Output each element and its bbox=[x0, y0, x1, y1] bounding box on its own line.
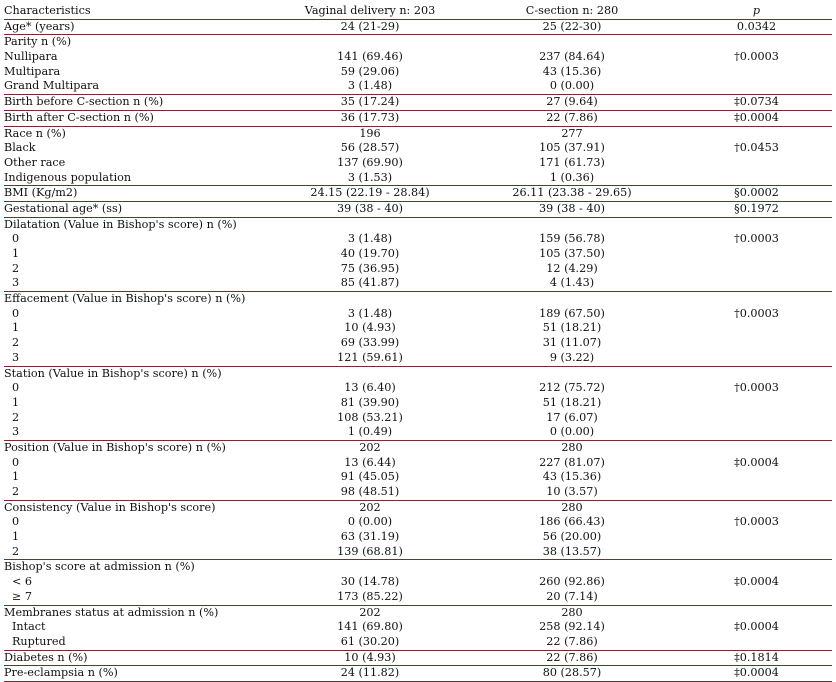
c-section-value bbox=[463, 367, 681, 382]
p-value bbox=[681, 590, 832, 605]
row-label: Other race bbox=[4, 155, 66, 169]
table-row bbox=[4, 485, 832, 500]
c-section-value: 9 (3.22) bbox=[549, 350, 595, 364]
row-label: Nullipara bbox=[4, 50, 58, 64]
row-label: Bishop's score at admission n (%) bbox=[4, 560, 195, 574]
p-value bbox=[681, 396, 832, 411]
row-label: Diabetes n (%) bbox=[4, 650, 88, 664]
table-row bbox=[4, 605, 832, 621]
row-label: 0 bbox=[12, 381, 20, 395]
vaginal-delivery-value: 0 (0.00) bbox=[347, 515, 393, 529]
table-row bbox=[4, 185, 832, 201]
row-label: Age* (years) bbox=[4, 19, 75, 33]
table-row bbox=[4, 620, 832, 635]
p-value bbox=[681, 292, 832, 307]
table-row bbox=[4, 217, 832, 233]
table-row bbox=[4, 201, 832, 217]
p-value: †0.0003 bbox=[734, 50, 779, 64]
vaginal-delivery-value bbox=[277, 35, 463, 50]
table-row bbox=[4, 336, 832, 351]
vaginal-delivery-value: 202 bbox=[359, 440, 381, 454]
p-value bbox=[681, 262, 832, 277]
table-row bbox=[4, 351, 832, 366]
c-section-value: 258 (92.14) bbox=[539, 620, 605, 634]
row-label: 2 bbox=[12, 261, 20, 275]
vaginal-delivery-value: 69 (33.99) bbox=[340, 336, 400, 350]
c-section-value: 26.11 (23.38 - 29.65) bbox=[512, 186, 632, 200]
vaginal-delivery-value: 108 (53.21) bbox=[337, 410, 403, 424]
vaginal-delivery-value: 63 (31.19) bbox=[340, 530, 400, 544]
vaginal-delivery-value: 36 (17.73) bbox=[340, 110, 400, 124]
vaginal-delivery-value: 35 (17.24) bbox=[340, 95, 400, 109]
p-value: †0.0003 bbox=[734, 515, 779, 529]
c-section-value: 20 (7.14) bbox=[546, 589, 598, 603]
table-row bbox=[4, 500, 832, 516]
row-label: 2 bbox=[12, 410, 20, 424]
row-label: 0 bbox=[12, 515, 20, 529]
row-label: Birth after C-section n (%) bbox=[4, 110, 154, 124]
c-section-value: 27 (9.64) bbox=[546, 95, 598, 109]
vaginal-delivery-value: 141 (69.80) bbox=[337, 620, 403, 634]
c-section-value: 105 (37.91) bbox=[539, 141, 605, 155]
table-row bbox=[4, 559, 832, 575]
vaginal-delivery-value: 98 (48.51) bbox=[340, 485, 400, 498]
c-section-value: 31 (11.07) bbox=[542, 336, 602, 350]
p-value bbox=[681, 247, 832, 262]
p-value: †0.0003 bbox=[734, 381, 779, 395]
c-section-value: 105 (37.50) bbox=[539, 247, 605, 260]
row-label: Multipara bbox=[4, 64, 61, 78]
table-row bbox=[4, 19, 832, 35]
p-value bbox=[681, 35, 832, 50]
vaginal-delivery-value: 91 (45.05) bbox=[340, 470, 400, 484]
vaginal-delivery-value: 56 (28.57) bbox=[340, 141, 400, 155]
vaginal-delivery-value: 13 (6.40) bbox=[344, 381, 396, 395]
c-section-value: 212 (75.72) bbox=[539, 381, 605, 395]
p-value bbox=[681, 501, 832, 516]
c-section-value: 280 bbox=[561, 500, 583, 514]
row-label: 1 bbox=[12, 321, 20, 335]
p-value bbox=[681, 545, 832, 560]
c-section-value: 260 (92.86) bbox=[539, 575, 605, 589]
row-label: 3 bbox=[12, 425, 20, 439]
row-label: Pre-eclampsia n (%) bbox=[4, 666, 118, 680]
c-section-value: 38 (13.57) bbox=[542, 544, 602, 558]
table-row bbox=[4, 470, 832, 485]
vaginal-delivery-value: 196 bbox=[359, 126, 381, 140]
table-row bbox=[4, 232, 832, 247]
p-value: ‡0.0004 bbox=[734, 666, 779, 680]
p-value: §0.0002 bbox=[734, 186, 779, 200]
table-row bbox=[4, 650, 832, 666]
vaginal-delivery-value: 141 (69.46) bbox=[337, 50, 403, 64]
table-row bbox=[4, 171, 832, 186]
vaginal-delivery-value: 40 (19.70) bbox=[340, 247, 400, 260]
table-body bbox=[4, 19, 832, 682]
p-value: †0.0003 bbox=[734, 232, 779, 246]
c-section-value: 171 (61.73) bbox=[539, 155, 605, 169]
p-value bbox=[681, 351, 832, 366]
c-section-value: 277 bbox=[561, 126, 583, 140]
row-label: Station (Value in Bishop's score) n (%) bbox=[4, 366, 222, 380]
p-value: §0.1972 bbox=[734, 201, 779, 215]
c-section-value: 12 (4.29) bbox=[546, 261, 598, 275]
table-row bbox=[4, 366, 832, 382]
row-label: Birth before C-section n (%) bbox=[4, 95, 164, 109]
row-label: Effacement (Value in Bishop's score) n (%) bbox=[4, 292, 246, 306]
row-label: 0 bbox=[12, 232, 20, 246]
p-value: ‡0.0734 bbox=[734, 95, 779, 109]
vaginal-delivery-value: 39 (38 - 40) bbox=[337, 201, 403, 215]
p-value bbox=[681, 606, 832, 621]
p-value: †0.0003 bbox=[734, 306, 779, 320]
table-row bbox=[4, 665, 832, 682]
row-label: Position (Value in Bishop's score) n (%) bbox=[4, 440, 226, 454]
table-row bbox=[4, 34, 832, 50]
row-label: Membranes status at admission n (%) bbox=[4, 605, 219, 619]
table-row bbox=[4, 307, 832, 322]
vaginal-delivery-value bbox=[277, 560, 463, 575]
p-value bbox=[681, 441, 832, 456]
row-label: Black bbox=[4, 141, 36, 155]
vaginal-delivery-value: 173 (85.22) bbox=[337, 589, 403, 603]
c-section-value: 10 (3.57) bbox=[546, 485, 598, 498]
row-label: Grand Multipara bbox=[4, 79, 100, 93]
table-row bbox=[4, 425, 832, 440]
c-section-value: 56 (20.00) bbox=[542, 530, 602, 544]
row-label: BMI (Kg/m2) bbox=[4, 186, 78, 200]
table-row bbox=[4, 590, 832, 605]
row-label: 1 bbox=[12, 395, 20, 409]
c-section-value: 25 (22-30) bbox=[542, 19, 602, 33]
vaginal-delivery-value: 61 (30.20) bbox=[340, 634, 400, 648]
table-row bbox=[4, 110, 832, 126]
c-section-value: 43 (15.36) bbox=[542, 64, 602, 78]
vaginal-delivery-value: 13 (6.44) bbox=[344, 455, 396, 469]
vaginal-delivery-value: 81 (39.90) bbox=[340, 395, 400, 409]
c-section-value: 4 (1.43) bbox=[549, 276, 595, 290]
p-value: ‡0.0004 bbox=[734, 110, 779, 124]
row-label: 1 bbox=[12, 247, 20, 260]
table-row bbox=[4, 545, 832, 560]
characteristics-table bbox=[4, 4, 832, 682]
table-row bbox=[4, 141, 832, 156]
table-row bbox=[4, 126, 832, 142]
p-value bbox=[681, 79, 832, 94]
c-section-value: 80 (28.57) bbox=[542, 666, 602, 680]
table-row bbox=[4, 79, 832, 94]
c-section-value: 237 (84.64) bbox=[539, 50, 605, 64]
table-row bbox=[4, 396, 832, 411]
c-section-value: 17 (6.07) bbox=[546, 410, 598, 424]
c-section-value: 51 (18.21) bbox=[542, 321, 602, 335]
p-value bbox=[681, 156, 832, 171]
c-section-value: 189 (67.50) bbox=[539, 306, 605, 320]
row-label: 1 bbox=[12, 470, 20, 484]
p-value: 0.0342 bbox=[736, 19, 777, 33]
p-value bbox=[681, 171, 832, 186]
row-label: Race n (%) bbox=[4, 126, 66, 140]
row-label: < 6 bbox=[12, 575, 33, 589]
row-label: 2 bbox=[12, 336, 20, 350]
vaginal-delivery-value: 85 (41.87) bbox=[340, 276, 400, 290]
table-row bbox=[4, 94, 832, 110]
row-label: Parity n (%) bbox=[4, 35, 72, 49]
p-value bbox=[681, 367, 832, 382]
p-value bbox=[681, 127, 832, 142]
row-label: 1 bbox=[12, 530, 20, 544]
vaginal-delivery-value: 24 (11.82) bbox=[340, 666, 400, 680]
c-section-value bbox=[463, 35, 681, 50]
c-section-value: 186 (66.43) bbox=[539, 515, 605, 529]
table-row bbox=[4, 530, 832, 545]
c-section-value: 0 (0.00) bbox=[549, 425, 595, 439]
vaginal-delivery-value: 139 (68.81) bbox=[337, 544, 403, 558]
table-row bbox=[4, 635, 832, 650]
c-section-value: 22 (7.86) bbox=[546, 634, 598, 648]
vaginal-delivery-value: 202 bbox=[359, 500, 381, 514]
p-value: ‡0.0004 bbox=[734, 455, 779, 469]
table-row bbox=[4, 515, 832, 530]
c-section-value bbox=[463, 218, 681, 233]
vaginal-delivery-value bbox=[277, 367, 463, 382]
p-value bbox=[681, 635, 832, 650]
row-label: 3 bbox=[12, 276, 20, 290]
c-section-value: 1 (0.36) bbox=[549, 170, 595, 184]
header-characteristics: Characteristics bbox=[4, 4, 91, 17]
header-p: p bbox=[752, 4, 761, 17]
vaginal-delivery-value bbox=[277, 292, 463, 307]
row-label: Intact bbox=[12, 620, 46, 634]
c-section-value: 0 (0.00) bbox=[549, 79, 595, 93]
c-section-value bbox=[463, 292, 681, 307]
table-row bbox=[4, 321, 832, 336]
p-value bbox=[681, 560, 832, 575]
c-section-value: 43 (15.36) bbox=[542, 470, 602, 484]
table-row bbox=[4, 291, 832, 307]
table-row bbox=[4, 262, 832, 277]
p-value bbox=[681, 530, 832, 545]
p-value bbox=[681, 336, 832, 351]
row-label: Gestational age* (ss) bbox=[4, 201, 123, 215]
vaginal-delivery-value: 137 (69.90) bbox=[337, 155, 403, 169]
p-value bbox=[681, 218, 832, 233]
vaginal-delivery-value: 3 (1.48) bbox=[347, 79, 393, 93]
p-value: †0.0453 bbox=[734, 141, 779, 155]
header-c-section: C-section n: 280 bbox=[525, 4, 619, 17]
vaginal-delivery-value: 24.15 (22.19 - 28.84) bbox=[310, 186, 430, 200]
table-row bbox=[4, 50, 832, 65]
p-value bbox=[681, 411, 832, 426]
vaginal-delivery-value: 75 (36.95) bbox=[340, 261, 400, 275]
c-section-value: 51 (18.21) bbox=[542, 395, 602, 409]
table-header-row bbox=[4, 4, 832, 19]
p-value: ‡0.1814 bbox=[734, 650, 779, 664]
table-row bbox=[4, 440, 832, 456]
vaginal-delivery-value: 10 (4.93) bbox=[344, 321, 396, 335]
table-row bbox=[4, 575, 832, 590]
row-label: 2 bbox=[12, 485, 20, 498]
row-label: Indigenous population bbox=[4, 170, 132, 184]
row-label: 2 bbox=[12, 544, 20, 558]
vaginal-delivery-value: 10 (4.93) bbox=[344, 650, 396, 664]
table-row bbox=[4, 65, 832, 80]
p-value: ‡0.0004 bbox=[734, 620, 779, 634]
header-vaginal-delivery: Vaginal delivery n: 203 bbox=[304, 4, 436, 17]
c-section-value: 159 (56.78) bbox=[539, 232, 605, 246]
c-section-value: 280 bbox=[561, 605, 583, 619]
table-row bbox=[4, 456, 832, 471]
table-row bbox=[4, 411, 832, 426]
table-row bbox=[4, 247, 832, 262]
vaginal-delivery-value: 202 bbox=[359, 605, 381, 619]
vaginal-delivery-value: 3 (1.48) bbox=[347, 306, 393, 320]
c-section-value: 22 (7.86) bbox=[546, 650, 598, 664]
vaginal-delivery-value: 24 (21-29) bbox=[340, 19, 400, 33]
p-value bbox=[681, 65, 832, 80]
p-value bbox=[681, 425, 832, 440]
vaginal-delivery-value: 59 (29.06) bbox=[340, 64, 400, 78]
row-label: 0 bbox=[12, 455, 20, 469]
table-row bbox=[4, 276, 832, 291]
p-value bbox=[681, 470, 832, 485]
table-row bbox=[4, 156, 832, 171]
table-row bbox=[4, 381, 832, 396]
row-label: 0 bbox=[12, 306, 20, 320]
row-label: Ruptured bbox=[12, 634, 66, 648]
c-section-value bbox=[463, 560, 681, 575]
p-value bbox=[681, 276, 832, 291]
vaginal-delivery-value: 3 (1.53) bbox=[347, 170, 393, 184]
row-label: 3 bbox=[12, 350, 20, 364]
vaginal-delivery-value: 30 (14.78) bbox=[340, 575, 400, 589]
row-label: Dilatation (Value in Bishop's score) n (%) bbox=[4, 217, 237, 231]
row-label: ≥ 7 bbox=[12, 589, 33, 603]
c-section-value: 227 (81.07) bbox=[539, 455, 605, 469]
p-value bbox=[681, 485, 832, 500]
vaginal-delivery-value: 121 (59.61) bbox=[337, 350, 403, 364]
row-label: Consistency (Value in Bishop's score) bbox=[4, 500, 216, 514]
c-section-value: 280 bbox=[561, 440, 583, 454]
c-section-value: 39 (38 - 40) bbox=[539, 201, 605, 215]
c-section-value: 22 (7.86) bbox=[546, 110, 598, 124]
p-value: ‡0.0004 bbox=[734, 575, 779, 589]
vaginal-delivery-value: 1 (0.49) bbox=[347, 425, 393, 439]
p-value bbox=[681, 321, 832, 336]
vaginal-delivery-value: 3 (1.48) bbox=[347, 232, 393, 246]
vaginal-delivery-value bbox=[277, 218, 463, 233]
